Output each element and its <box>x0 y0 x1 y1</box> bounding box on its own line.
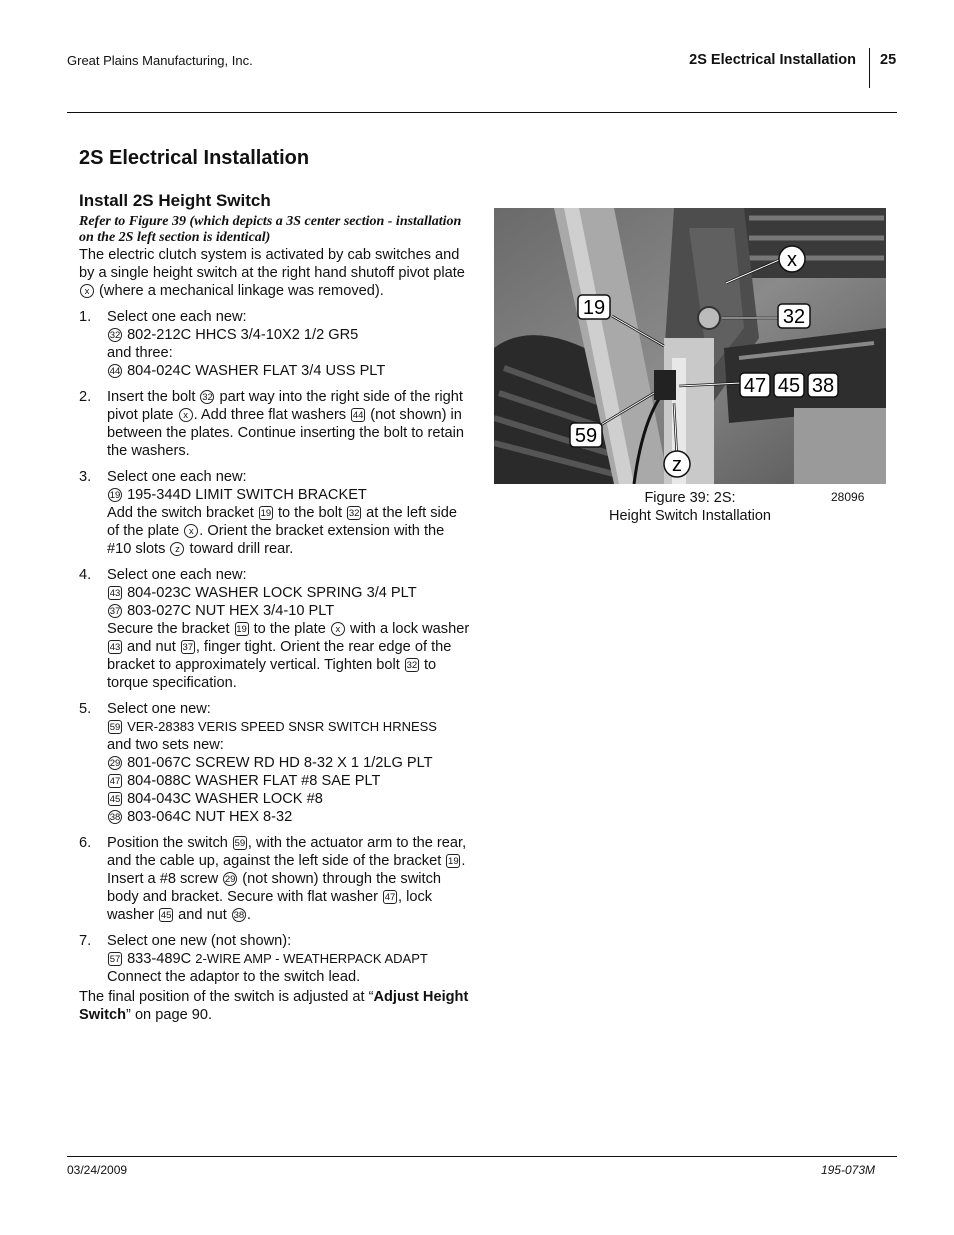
footer-rule <box>67 1156 897 1157</box>
part-line: 804-043C WASHER LOCK #8 <box>127 791 323 807</box>
final-note: The final position of the switch is adjusted at “Adjust Height Switch” on page 90. <box>79 989 469 1023</box>
header-divider <box>869 48 870 88</box>
callout-47-figure <box>740 373 770 397</box>
part-line: 802-212C HHCS 3/4-10X2 1/2 GR5 <box>127 327 359 343</box>
adjust-height-switch-reference: Adjust Height Switch <box>79 989 469 1023</box>
figure-reference-note: Refer to Figure 39 (which depicts a 3S center section - installation on the 2S left section is identical) <box>79 214 462 245</box>
callout-59-figure <box>570 423 602 447</box>
part-line: 804-023C WASHER LOCK SPRING 3/4 PLT <box>127 585 417 601</box>
callout-44: 44 <box>109 366 121 377</box>
page-number: 25 <box>880 52 897 68</box>
footer-date: 03/24/2009 <box>67 1163 128 1177</box>
svg-text:47: 47 <box>743 375 767 397</box>
part-line: 803-064C NUT HEX 8-32 <box>127 809 293 825</box>
svg-text:38: 38 <box>811 375 835 397</box>
footer-doc-number: 195-073M <box>820 1163 875 1177</box>
part-line: 804-088C WASHER FLAT #8 SAE PLT <box>127 773 381 789</box>
svg-text:x: x <box>787 249 797 271</box>
part-line: 801-067C SCREW RD HD 8-32 X 1 1/2LG PLT <box>127 755 433 771</box>
callout-45-figure <box>774 373 804 397</box>
callout-19-figure <box>578 295 610 319</box>
step-5: 5. Select one new: 59 VER-28383 VERIS SPEED SNSR SWITCH HRNESS and two sets new: 29 801-067C SCREW RD HD 8-32 X 1 1/2LG PLT 47 804-088C WASHER FLAT #8 SAE PLT 45 804-043C WASHER LOCK #8 38 803-064C NUT HEX 8-32 <box>79 701 437 825</box>
step-1: 1. Select one each new: 32 802-212C HHCS 3/4-10X2 1/2 GR5 and three: 44 804-024C WASHER FLAT 3/4 USS PLT <box>79 309 386 379</box>
instructions-column <box>79 214 471 1030</box>
header-rule <box>67 112 897 113</box>
part-line: 803-027C NUT HEX 3/4-10 PLT <box>127 603 335 619</box>
part-line: 804-024C WASHER FLAT 3/4 USS PLT <box>127 363 386 379</box>
header-section: 2S Electrical Installation <box>689 52 856 68</box>
step-4: 4. Select one each new: 43 804-023C WASHER LOCK SPRING 3/4 PLT 37 803-027C NUT HEX 3/4-10 PLT Secure the bracket 19 to the plate x with a lock washer 43 and nut 37 , finger tight. Orient the rear edge of the bracket to approximately vertical. Tighten bolt 32 to torque specification. <box>79 567 470 691</box>
callout-38-figure <box>808 373 838 397</box>
part-line: VER-28383 VERIS SPEED SNSR SWITCH HRNESS <box>127 719 437 734</box>
intro-paragraph: The electric clutch system is activated by cab switches and by a single height switch at the right hand shutoff pivot plate x (where a mechanical linkage was removed). <box>79 247 465 299</box>
callout-32: 32 <box>109 330 121 341</box>
part-line: 195-344D LIMIT SWITCH BRACKET <box>127 487 367 503</box>
callout-x-figure <box>779 246 805 272</box>
svg-text:z: z <box>672 454 682 476</box>
steps-list <box>79 308 471 986</box>
step-7: 7. Select one new (not shown): 57 833-489C 2-WIRE AMP - WEATHERPACK ADAPT Connect the adaptor to the switch lead. <box>79 933 428 985</box>
figure-number: 28096 <box>831 490 865 504</box>
header-company: Great Plains Manufacturing, Inc. <box>67 53 253 68</box>
step-6: 6. Position the switch 59 , with the actuator arm to the rear, and the cable up, against the left side of the bracket 19 . Insert a #8 screw 29 (not shown) through the switch body and bracket. Secure with flat washer 47 , lock washer 45 and nut 38 . <box>79 835 467 923</box>
section-subtitle: Install 2S Height Switch <box>79 191 271 210</box>
callout-32-figure <box>778 304 810 328</box>
callout-x: x <box>80 284 94 298</box>
callout-z-figure <box>664 451 690 477</box>
svg-text:59: 59 <box>574 425 598 447</box>
svg-text:19: 19 <box>582 297 606 319</box>
step-2: 2. Insert the bolt 32 part way into the right side of the right pivot plate x . Add three flat washers 44 (not shown) in between the plates. Continue inserting the bolt to retain the washers. <box>79 389 464 459</box>
height-switch-photo <box>494 208 886 484</box>
svg-text:45: 45 <box>777 375 801 397</box>
step-3: 3. Select one each new: 19 195-344D LIMIT SWITCH BRACKET Add the switch bracket 19 to the bolt 32 at the left side of the plate x . Orient the bracket extension with the #10 slots z toward drill rear. <box>79 469 458 557</box>
figure-caption: Figure 39: 2S: Height Switch Installation <box>609 490 771 524</box>
page-title: 2S Electrical Installation <box>79 147 310 169</box>
svg-text:32: 32 <box>782 306 806 328</box>
